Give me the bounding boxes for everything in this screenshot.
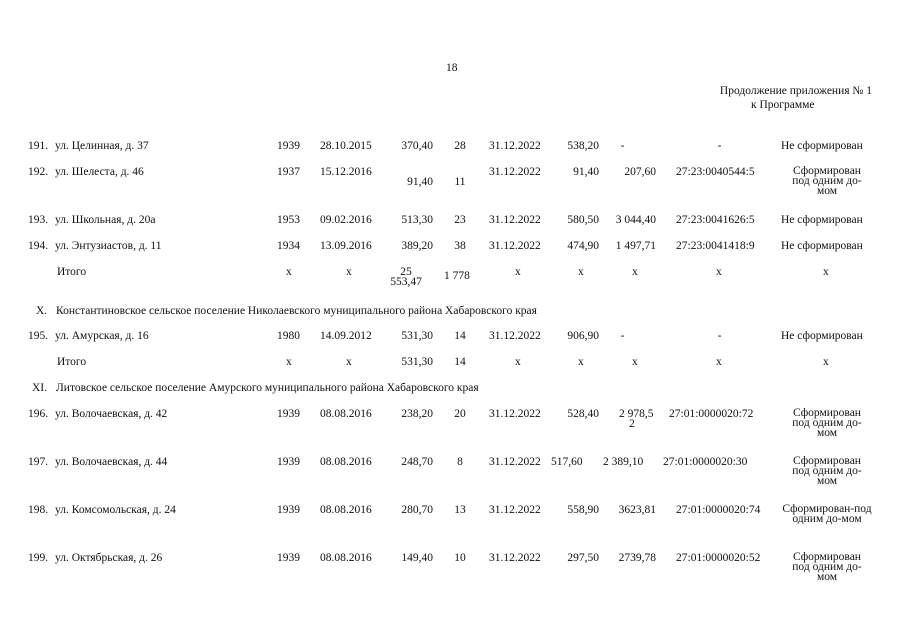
total-land: х (632, 356, 638, 368)
appendix-header-line2: к Программе (751, 99, 815, 111)
area: 389,20 (401, 240, 433, 252)
area2: 297,50 (567, 552, 599, 564)
residents: 11 (454, 176, 466, 188)
cadastre-number: 27:23:0041418:9 (676, 240, 755, 252)
total-deadline: х (515, 266, 521, 278)
total-status: х (823, 356, 829, 368)
land-status: Не сформирован (781, 214, 863, 226)
land-area: 2 389,10 (603, 456, 644, 468)
land-area: 3623,81 (618, 504, 656, 516)
total-area2: х (578, 266, 584, 278)
year-built: 1937 (277, 166, 300, 178)
year-built: 1939 (277, 504, 300, 516)
total-date: х (346, 356, 352, 368)
total-status: х (823, 266, 829, 278)
area: 149,40 (401, 552, 433, 564)
deadline: 31.12.2022 (489, 552, 541, 564)
area: 238,20 (401, 408, 433, 420)
deadline: 31.12.2022 (489, 214, 541, 226)
residents: 28 (454, 140, 466, 152)
address: ул. Волочаевская, д. 44 (55, 456, 168, 468)
land-status: Сформирован под одним до-мом (792, 551, 862, 583)
total-label: Итого (57, 356, 87, 368)
recognition-date: 13.09.2016 (320, 240, 372, 252)
total-area-line2: 553,47 (390, 276, 422, 288)
recognition-date: 08.08.2016 (320, 504, 372, 516)
recognition-date: 08.08.2016 (320, 408, 372, 420)
area2: 474,90 (567, 240, 599, 252)
cadastre-number: 27:01:0000020:52 (676, 552, 761, 564)
land-status: Не сформирован (781, 140, 863, 152)
address: ул. Целинная, д. 37 (55, 140, 149, 152)
row-number: 197. (28, 456, 49, 468)
residents: 8 (457, 456, 463, 468)
total-area2: х (578, 356, 584, 368)
total-residents: 14 (454, 356, 466, 368)
deadline: 31.12.2022 (489, 408, 541, 420)
year-built: 1980 (277, 330, 300, 342)
section-number: X. (36, 305, 48, 317)
appendix-header-line1: Продолжение приложения № 1 (719, 85, 872, 97)
address: ул. Октябрьская, д. 26 (55, 552, 163, 564)
area2: 538,20 (567, 140, 599, 152)
total-year: х (286, 266, 292, 278)
address: ул. Энтузиастов, д. 11 (55, 240, 162, 252)
land-status: Не сформирован (781, 330, 863, 342)
cadastre-number: 27:01:0000020:72 (669, 408, 754, 420)
total-land: х (632, 266, 638, 278)
deadline: 31.12.2022 (489, 166, 541, 178)
residents: 13 (454, 504, 466, 516)
year-built: 1939 (277, 408, 300, 420)
deadline: 31.12.2022 (489, 456, 541, 468)
deadline: 31.12.2022 (489, 330, 541, 342)
cadastre-number: 27:23:0041626:5 (676, 214, 755, 226)
land-area: 3 044,40 (615, 214, 656, 226)
total-area: 531,30 (401, 356, 433, 368)
land-status: Сформирован-под одним до-мом (782, 503, 872, 525)
recognition-date: 09.02.2016 (320, 214, 372, 226)
area2: 580,50 (567, 214, 599, 226)
area2: 558,90 (567, 504, 599, 516)
total-residents: 1 778 (444, 270, 470, 282)
deadline: 31.12.2022 (489, 140, 541, 152)
address: ул. Школьная, д. 20а (55, 214, 156, 226)
year-built: 1939 (277, 552, 300, 564)
residents: 10 (454, 552, 466, 564)
row-number: 198. (28, 504, 49, 516)
cadastre-number: - (717, 330, 722, 342)
deadline: 31.12.2022 (489, 504, 541, 516)
row-number: 199. (28, 552, 49, 564)
area: 513,30 (401, 214, 433, 226)
residents: 38 (454, 240, 466, 252)
address: ул. Волочаевская, д. 42 (55, 408, 168, 420)
area2: 91,40 (573, 166, 599, 178)
land-status: Сформирован под одним до-мом (792, 165, 862, 197)
section-number: XI. (32, 382, 48, 394)
cadastre-number: - (717, 140, 722, 152)
land-area-line1: 2 978,5 (619, 408, 654, 420)
address: ул. Амурская, д. 16 (55, 330, 149, 342)
section-title: Литовское сельское поселение Амурского муниципального района Хабаровского края (56, 382, 479, 394)
land-area: 207,60 (624, 166, 656, 178)
row-number: 196. (28, 408, 49, 420)
land-area: - (620, 140, 625, 152)
area2: 906,90 (567, 330, 599, 342)
total-cadastre: х (716, 356, 722, 368)
year-built: 1953 (277, 214, 300, 226)
land-status: Сформирован под одним до-мом (792, 407, 862, 439)
total-area-line1: 25 (400, 266, 412, 278)
area: 370,40 (401, 140, 433, 152)
land-area: 2739,78 (618, 552, 656, 564)
land-status: Сформирован под одним до-мом (792, 455, 862, 487)
total-deadline: х (515, 356, 521, 368)
address: ул. Шелеста, д. 46 (55, 166, 144, 178)
land-area-line2: 2 (629, 418, 635, 430)
total-label: Итого (57, 266, 87, 278)
cadastre-number: 27:01:0000020:30 (663, 456, 748, 468)
cadastre-number: 27:01:0000020:74 (676, 504, 761, 516)
land-status: Не сформирован (781, 240, 863, 252)
recognition-date: 08.08.2016 (320, 456, 372, 468)
year-built: 1939 (277, 456, 300, 468)
residents: 23 (454, 214, 466, 226)
row-number: 195. (28, 330, 49, 342)
total-cadastre: х (716, 266, 722, 278)
land-area: - (620, 330, 625, 342)
area: 280,70 (401, 504, 433, 516)
cadastre-number: 27:23:0040544:5 (676, 166, 755, 178)
recognition-date: 08.08.2016 (320, 552, 372, 564)
page-number: 18 (446, 62, 458, 74)
area: 531,30 (401, 330, 433, 342)
recognition-date: 14.09.2012 (320, 330, 372, 342)
total-date: х (346, 266, 352, 278)
year-built: 1939 (277, 140, 300, 152)
row-number: 191. (28, 140, 49, 152)
land-area: 1 497,71 (615, 240, 656, 252)
year-built: 1934 (277, 240, 300, 252)
area2: 528,40 (567, 408, 599, 420)
area2: 517,60 (551, 456, 583, 468)
deadline: 31.12.2022 (489, 240, 541, 252)
residents: 14 (454, 330, 466, 342)
area: 91,40 (407, 176, 433, 188)
total-year: х (286, 356, 292, 368)
area: 248,70 (401, 456, 433, 468)
row-number: 192. (28, 166, 49, 178)
row-number: 193. (28, 214, 49, 226)
address: ул. Комсомольская, д. 24 (55, 504, 176, 516)
row-number: 194. (28, 240, 49, 252)
recognition-date: 28.10.2015 (320, 140, 372, 152)
residents: 20 (454, 408, 466, 420)
section-title: Константиновское сельское поселение Николаевского муниципального района Хабаровского края (56, 305, 537, 317)
recognition-date: 15.12.2016 (320, 166, 372, 178)
